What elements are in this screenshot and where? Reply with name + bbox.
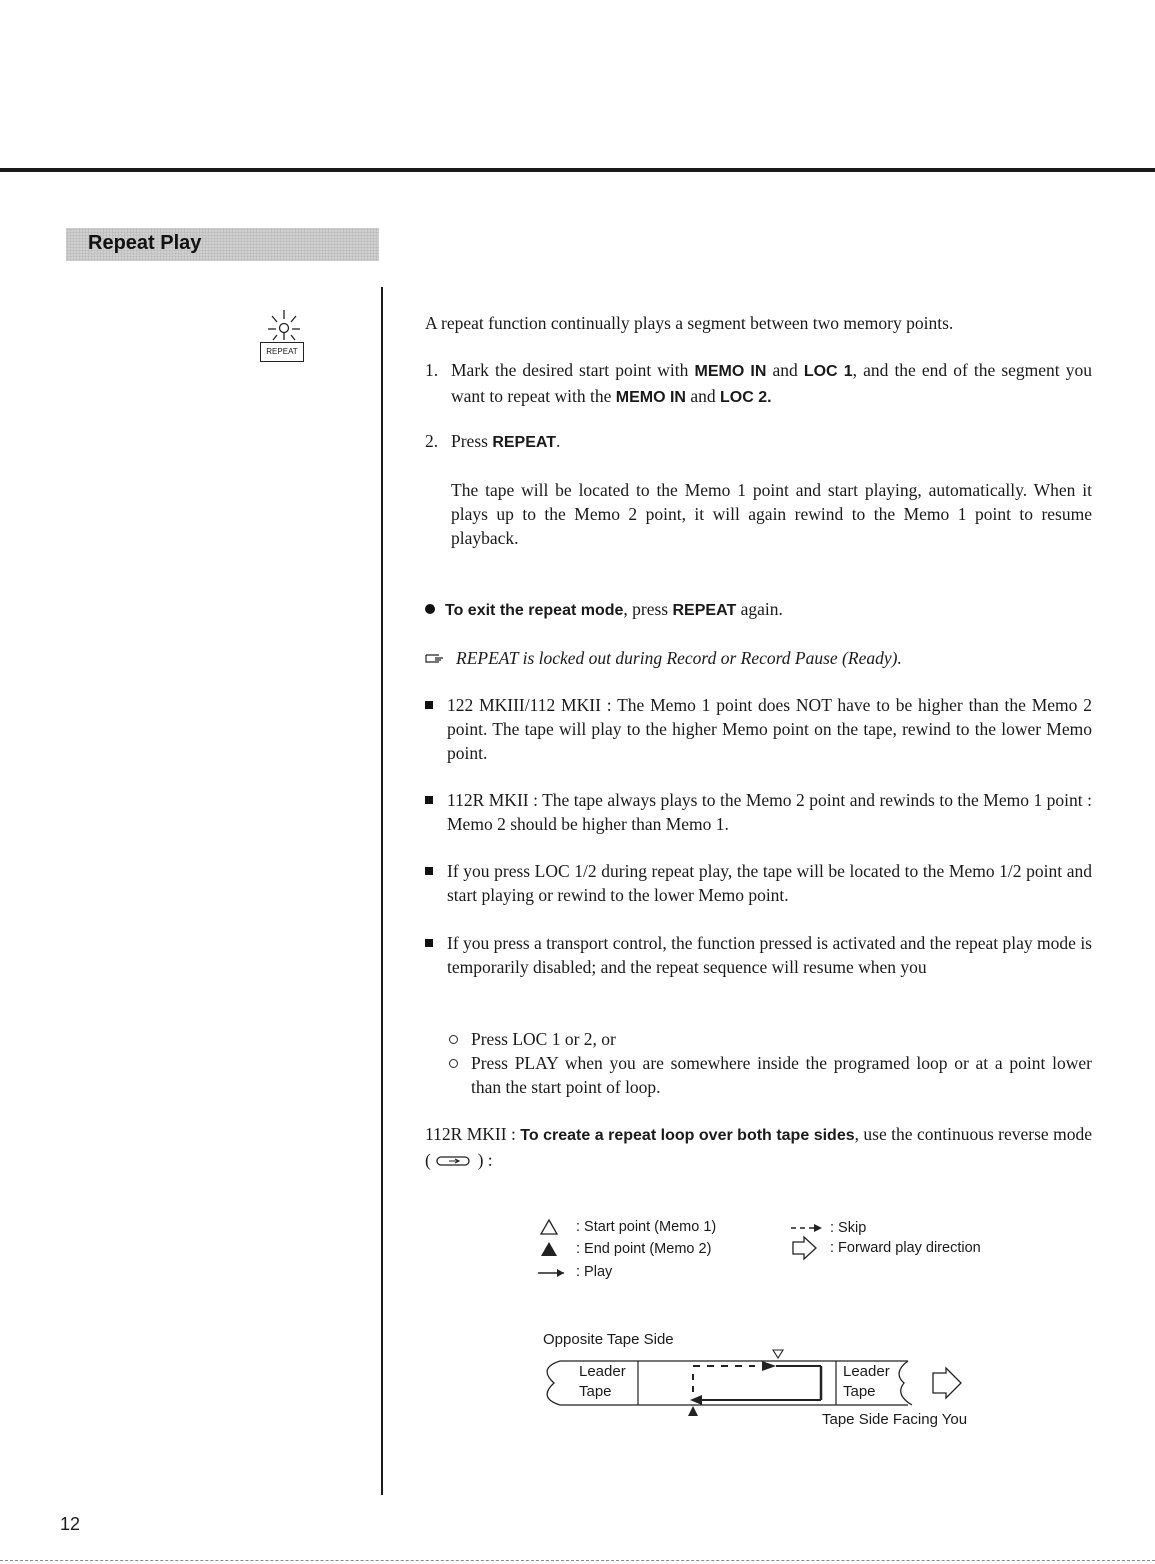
step-2-body: The tape will be located to the Memo 1 point and start playing, automatically. When it plays up to the Memo 2 point, it will again rewind to the Memo 1 point to resume playback. (451, 480, 1092, 548)
top-rule (0, 168, 1155, 172)
forward-direction-icon (933, 1368, 961, 1398)
leader-tape-right: Leader Tape (843, 1363, 890, 1400)
square-bullet-icon (425, 701, 433, 709)
play-arrow-icon (538, 1269, 564, 1277)
continuous-reverse-icon (435, 1154, 473, 1168)
pointing-hand-icon (425, 649, 447, 667)
loop-paragraph: 112R MKII : To create a repeat loop over both tape sides, use the continuous reverse mode ( ) : (425, 1124, 1093, 1170)
repeat-key-label: REPEAT (260, 342, 304, 362)
column-divider (381, 287, 383, 1495)
page-number: 12 (60, 1514, 81, 1534)
step-number: 2. (425, 431, 439, 451)
circle-bullet-icon (449, 1059, 458, 1068)
lit-indicator-icon (258, 302, 310, 342)
section-title: Repeat Play (88, 232, 202, 254)
legend-forward: : Forward play direction (830, 1240, 981, 1256)
legend-end: : End point (Memo 2) (576, 1241, 712, 1257)
opposite-side-label: Opposite Tape Side (543, 1331, 674, 1348)
leader-tape-left: Leader Tape (579, 1363, 626, 1400)
legend-symbols-right (790, 1220, 826, 1270)
facing-side-label: Tape Side Facing You (822, 1411, 968, 1428)
intro-paragraph: A repeat function continually plays a segment between two memory points. (425, 313, 954, 333)
section-banner (66, 228, 379, 261)
legend-play: : Play (576, 1264, 613, 1280)
legend-skip: : Skip (830, 1220, 867, 1236)
skip-arrow-icon (791, 1224, 822, 1232)
end-marker-icon (688, 1406, 698, 1416)
square-bullet-icon (425, 796, 433, 804)
square-bullet-icon (425, 939, 433, 947)
bottom-rule (0, 1560, 1155, 1562)
square-bullet-icon (425, 867, 433, 875)
legend-symbols (538, 1218, 568, 1288)
loop-path (690, 1361, 821, 1405)
end-point-icon (541, 1242, 557, 1256)
step-text: Mark the desired start point with MEMO IN and LOC 1, and the end of the segment you want to repeat with the MEMO IN and LOC 2. (451, 360, 1092, 406)
step-text: Press REPEAT. (451, 431, 561, 451)
start-marker-icon (773, 1350, 783, 1358)
repeat-key-icon (258, 302, 310, 370)
step-number: 1. (425, 360, 439, 380)
legend-start: : Start point (Memo 1) (576, 1219, 717, 1235)
forward-direction-icon (793, 1237, 816, 1259)
circle-bullet-icon (449, 1035, 458, 1044)
bullet-dot-icon (425, 604, 435, 614)
start-point-icon (541, 1220, 557, 1234)
